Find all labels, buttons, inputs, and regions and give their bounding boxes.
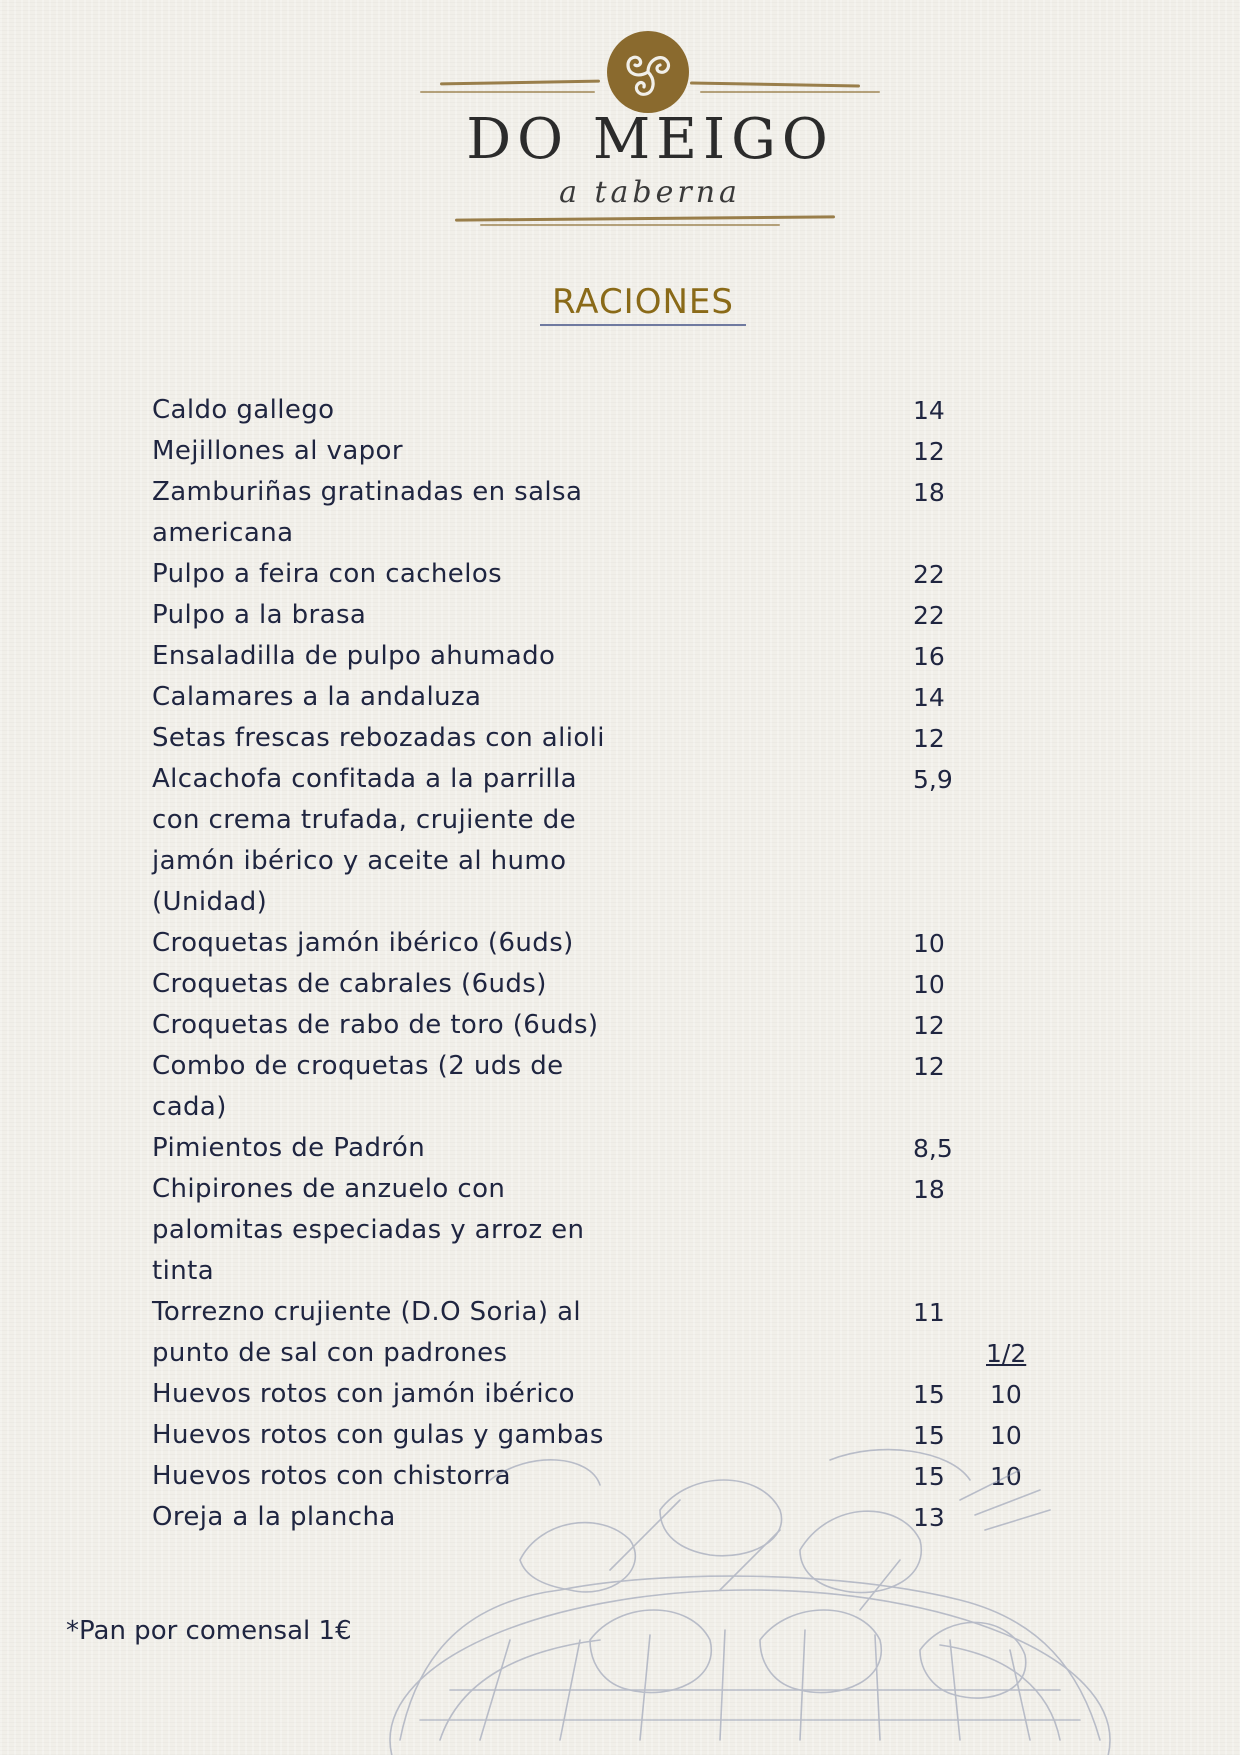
brand-subtitle: a taberna [559,175,741,210]
menu-item-price: 12 [913,437,945,466]
menu-item-name-line: (Unidad) [152,887,268,917]
menu-item [152,554,1052,595]
menu-item-name-line: cada) [152,1092,227,1122]
menu-item-name-line: jamón ibérico y aceite al humo [152,846,567,876]
menu-item-half-price: 10 [990,1462,1022,1491]
menu-item-price: 15 [913,1421,945,1450]
menu-item [152,390,1052,431]
menu-item [152,472,1052,554]
menu-item [152,636,1052,677]
menu-item-name-line: Huevos rotos con gulas y gambas [152,1420,604,1450]
menu-item-price: 11 [913,1298,945,1327]
menu-item-price: 18 [913,1175,945,1204]
menu-item-name-line: Mejillones al vapor [152,436,403,466]
menu-item-name-line: Calamares a la andaluza [152,682,482,712]
menu-item-name-line: Setas frescas rebozadas con alioli [152,723,605,753]
menu-item-price: 16 [913,642,945,671]
menu-item-price: 5,9 [913,765,953,794]
menu-item [152,1374,1052,1415]
menu-item-name-line: Ensaladilla de pulpo ahumado [152,641,556,671]
menu-item-name-line: Torrezno crujiente (D.O Soria) al [152,1297,582,1327]
menu-list [152,390,1052,1538]
brand-name: DO MEIGO [466,107,834,172]
menu-item [152,1169,1052,1292]
menu-item-price: 15 [913,1462,945,1491]
menu-item-name-line: punto de sal con padrones [152,1338,508,1368]
menu-item [152,923,1052,964]
menu-item-price: 18 [913,478,945,507]
menu-item-price: 14 [913,683,945,712]
menu-item-name-line: Huevos rotos con jamón ibérico [152,1379,575,1409]
menu-item-half-price: 10 [990,1380,1022,1409]
menu-item-price: 22 [913,560,945,589]
menu-item-name-line: Pimientos de Padrón [152,1133,426,1163]
menu-item-half-price: 10 [990,1421,1022,1450]
menu-item-price: 8,5 [913,1134,953,1163]
menu-item [152,431,1052,472]
menu-item-name-line: Oreja a la plancha [152,1502,396,1532]
menu-item-name-line: Combo de croquetas (2 uds de [152,1051,564,1081]
menu-item-name-line: Caldo gallego [152,395,335,425]
menu-item-name-line: Croquetas de cabrales (6uds) [152,969,547,999]
menu-item-name-line: Pulpo a la brasa [152,600,367,630]
menu-item-name-line: Zamburiñas gratinadas en salsa [152,477,583,507]
menu-item-price: 10 [913,929,945,958]
mussel-basket-sketch-icon [360,1440,1120,1755]
menu-item-price: 12 [913,724,945,753]
triskelion-icon [606,30,690,114]
menu-item [152,1005,1052,1046]
brand-logo [420,25,880,235]
menu-item-name-line: tinta [152,1256,215,1286]
menu-item-price: 10 [913,970,945,999]
menu-item-price: 15 [913,1380,945,1409]
menu-item [152,677,1052,718]
half-portion-header: 1/2 [986,1339,1027,1368]
menu-item-name-line: Croquetas jamón ibérico (6uds) [152,928,574,958]
menu-item [152,595,1052,636]
menu-item-name-line: Huevos rotos con chistorra [152,1461,511,1491]
menu-item [152,1128,1052,1169]
menu-item [152,1292,1052,1374]
menu-item-name-line: Chipirones de anzuelo con [152,1174,506,1204]
menu-item-name-line: Alcachofa confitada a la parrilla [152,764,577,794]
bread-footnote: *Pan por comensal 1€ [66,1616,352,1646]
menu-item-name-line: Pulpo a feira con cachelos [152,559,503,589]
menu-item [152,759,1052,923]
menu-item-price: 22 [913,601,945,630]
menu-item-name-line: con crema trufada, crujiente de [152,805,577,835]
menu-item-name-line: palomitas especiadas y arroz en [152,1215,585,1245]
menu-item-price: 12 [913,1011,945,1040]
menu-item-name-line: americana [152,518,294,548]
menu-item-price: 13 [913,1503,945,1532]
menu-item [152,1046,1052,1128]
section-title: RACIONES [540,282,746,326]
menu-item-price: 12 [913,1052,945,1081]
menu-item-price: 14 [913,396,945,425]
menu-item [152,718,1052,759]
menu-item-name-line: Croquetas de rabo de toro (6uds) [152,1010,599,1040]
menu-item [152,964,1052,1005]
